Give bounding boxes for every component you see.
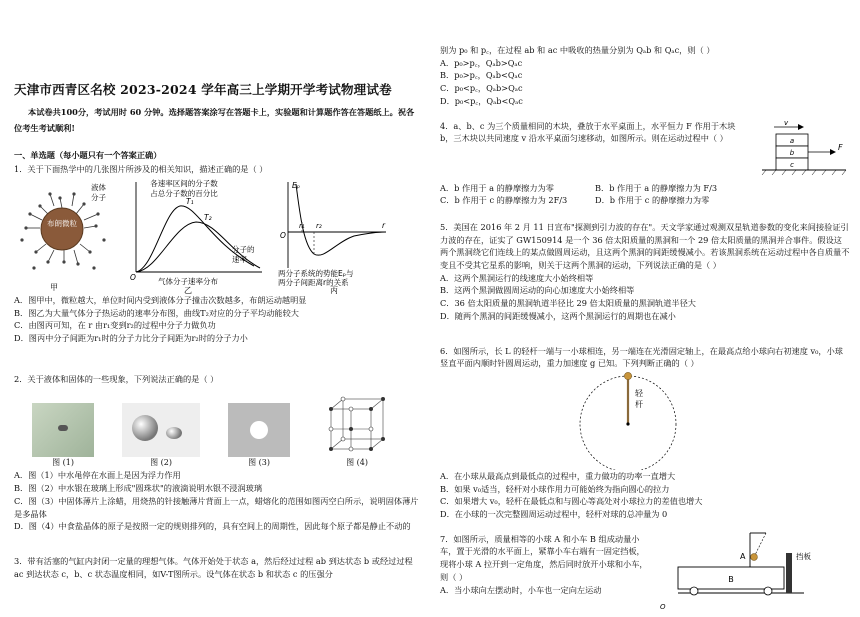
wax-melting-figure: [228, 403, 290, 457]
origin-label-c: O: [280, 230, 286, 240]
figure-caption-3: 图 (3): [248, 458, 270, 468]
liquid-label: 液体: [91, 182, 106, 192]
stacked-blocks-figure: [758, 120, 850, 182]
option-a: A．b 作用于 a 的静摩擦力为零: [440, 182, 554, 193]
question-5-stem: 5．美国在 2016 年 2 月 11 日宣布"探测到引力波的存在"。天文学家通过观测双星轨道参数的变化来间接验证引力波的存在，证实了 GW150914 是一个 36 倍太阳质量的黑洞和一个 29 倍太阳质量的黑洞并合事件。假设这两个黑洞绕它们连线上的某点做圆周运动，且这两个黑洞的间距缓慢减小。若该黑洞系统在运动过程中各自质量不变且不受其它星系的影响，则关于这两个黑洞的运动，下列说法正确的是（ ）: [440, 221, 850, 271]
brownian-particle-label: 布朗微粒: [47, 218, 77, 228]
question-3-continuation: 别为 p₀ 和 p꜀，在过程 ab 和 ac 中吸收的热量分别为 Qₐb 和 Qₐc，则（ ）: [440, 45, 715, 55]
left-column: [14, 0, 420, 580]
option-c: C．由图丙可知，在 r 由r₁变到r₂的过程中分子力做负功: [14, 320, 216, 331]
water-strider-photo: [32, 403, 94, 457]
question-7-stem: 7．如图所示，质量相等的小球 A 和小车 B 组成动量小车，置于光滑的水平面上，紧靠小车右端有一固定挡板，现将小球 A 拉开到一定角度，然后同时放开小球和小车，则（ ）: [440, 533, 648, 582]
chart-caption-line2: 两分子间距离r的关系: [278, 277, 349, 287]
figure-caption-bing: 丙: [330, 285, 338, 294]
velocity-label: v: [784, 119, 789, 127]
option-c: C．图（3）中固体薄片上涂蜡，用烧热的针接触薄片背面上一点，蜡熔化的范围如图丙空白所示，说明固体薄片是多晶体: [14, 495, 419, 519]
chart-caption: 气体分子速率分布: [158, 276, 218, 286]
question-1-stem: 1．关于下面热学中的几张图片所涉及的相关知识，描述正确的是（ ）: [14, 164, 268, 175]
option-c: C．b 作用于 c 的静摩擦力为 2F/3: [440, 195, 568, 206]
option-a: A．p₀>p꜀，Qₐb>Qₐc: [440, 57, 523, 68]
chart-title-line2: 占总分子数的百分比: [150, 188, 218, 198]
figure-caption-2: 图 (2): [150, 458, 172, 468]
question-2-stem: 2．关于液体和固体的一些现象，下列说法正确的是（ ）: [14, 373, 219, 384]
option-b: B．b 作用于 a 的静摩擦力为 F/3: [595, 182, 718, 193]
option-a: A．在小球从最高点到最低点的过程中，重力做功的功率一直增大: [440, 470, 676, 481]
question-4-stem: 4．a、b、c 为三个质量相同的木块，叠放于水平桌面上，水平恒力 F 作用于木块 b，三木块以共同速度 v 沿水平桌面匀速移动，如图所示。则在运动过程中（ ）: [440, 120, 736, 144]
question-4-options: [440, 182, 750, 207]
option-c: C．p₀<p꜀，Qₐb>Qₐc: [440, 83, 523, 94]
section-heading: 一、单选题（每小题只有一个答案正确）: [14, 149, 162, 160]
block-c-label: c: [790, 160, 794, 169]
wall-label: 挡板: [796, 551, 811, 561]
option-b: B．这两个黑洞做圆周运动的向心加速度大小始终相等: [440, 285, 635, 296]
figure-caption-jia: 甲: [50, 282, 58, 292]
label-t1: T₁: [186, 196, 194, 206]
speed-distribution-chart: [114, 176, 274, 294]
page-title: 天津市西青区名校 2023-2024 学年高三上学期开学考试物理试卷: [14, 82, 392, 97]
r-axis-label: r: [382, 220, 386, 230]
option-d: D．图（4）中食盐晶体的原子是按照一定的规则排列的，具有空间上的周期性，因此每个原子都是静止不动的: [14, 521, 411, 532]
ball-a: [751, 553, 758, 560]
ball-label: A: [740, 551, 746, 561]
origin-mark: O: [660, 602, 666, 611]
salt-crystal-lattice: [325, 395, 389, 453]
potential-energy-chart: [274, 176, 394, 294]
option-d: D．随两个黑洞的间距缓慢减小，这两个黑洞运行的周期也在减小: [440, 310, 676, 321]
option-c: C．36 倍太阳质量的黑洞轨道半径比 29 倍太阳质量的黑洞轨道半径大: [440, 298, 696, 309]
question-3-options: [440, 57, 850, 108]
chart-caption-line1: 两分子系统的势能Eₚ与: [278, 268, 354, 278]
block-b-label: b: [789, 148, 795, 157]
origin-label: O: [130, 272, 136, 282]
question-3-stem: 3．带有活塞的气缸内封闭一定量的理想气体。气体开始处于状态 a，然后经过过程 ab 到达状态 b 或经过过程 ac 到达状态 c，b、c 状态温度相同，如V-T图所示。设气体在状态 b 和状态 c 的压强分: [14, 555, 413, 579]
pivot: [626, 422, 629, 425]
force-label: F: [838, 142, 843, 152]
cart-label: B: [728, 574, 734, 584]
question-1-figures: [14, 176, 420, 294]
r1-label: r₁: [299, 221, 305, 230]
question-1-options: [14, 294, 420, 345]
figure-caption-1: 图 (1): [52, 458, 74, 468]
question-4: [440, 120, 850, 182]
cart-pendulum-figure: [654, 529, 834, 613]
option-d: D．图丙中分子间距为r₁时的分子力比分子间距为r₂时的分子力小: [14, 333, 248, 344]
question-7: [440, 533, 850, 617]
option-b: B．图乙为大量气体分子热运动的速率分布图，曲线T₂对应的分子平均动能较大: [14, 307, 299, 318]
figure-caption-4: 图 (4): [346, 458, 368, 468]
question-6-stem: 6．如图所示，长 L 的轻杆一端与一小球相连，另一端连在光滑固定轴上，在最高点给小球向右初速度 v₀，小球竖直平面内顺时针圆周运动，重力加速度 g 已知。下列判断正确的（ ）: [440, 345, 843, 369]
option-a: A．图（1）中水黾停在水面上是因为浮力作用: [14, 470, 181, 481]
mercury-droplet-photo: [122, 403, 200, 457]
option-d: D．p₀<p꜀，Qₐb<Qₐc: [440, 95, 523, 106]
potential-curve: [296, 184, 386, 255]
molecule-label: 分子: [91, 192, 106, 202]
fixed-wall: [786, 553, 792, 593]
rod-label-1: 轻: [635, 388, 643, 398]
question-5-options: [440, 272, 850, 323]
rod-label-2: 杆: [635, 399, 643, 409]
option-a: A．这两个黑洞运行的线速度大小始终相等: [440, 272, 594, 283]
ball: [624, 372, 631, 379]
option-b: B．p₀>p꜀，Qₐb<Qₐc: [440, 70, 523, 81]
option-a: A．当小球向左摆动时，小车也一定向左运动: [440, 584, 602, 595]
question-2-figures: [14, 389, 420, 469]
option-d: D．在小球的一次完整圆周运动过程中，轻杆对球的总冲量为 0: [440, 509, 668, 520]
option-b: B．如果 v₀适当，轻杆对小球作用力可能始终为指向圆心的拉力: [440, 483, 670, 494]
option-c: C．如果增大 v₀，轻杆在最低点和与圆心等高处对小球拉力的差值也增大: [440, 496, 703, 507]
label-t2: T₂: [204, 212, 212, 222]
option-a: A．图甲中，微粒越大，单位时间内受到液体分子撞击次数越多，布朗运动越明显: [14, 294, 307, 305]
option-d: D．b 作用于 c 的静摩擦力为零: [595, 195, 710, 206]
question-2-options: [14, 469, 420, 533]
option-b: B．图（2）中水银在玻璃上形成"圆珠状"的液滴说明水银不浸润玻璃: [14, 483, 263, 494]
brownian-motion-figure: [14, 176, 114, 294]
rod-circle-figure: [440, 370, 850, 470]
x-axis-label-line1: 分子的: [232, 244, 255, 254]
x-axis-label-line2: 速率: [232, 254, 247, 264]
chart-title-line1: 各速率区间的分子数: [150, 178, 218, 188]
question-6-options: [440, 470, 850, 521]
r2-label: r₂: [316, 221, 322, 230]
right-column: [440, 0, 850, 617]
ep-axis-label: Eₚ: [292, 180, 300, 190]
block-a-label: a: [789, 136, 795, 145]
figure-caption-yi: 乙: [184, 285, 192, 294]
exam-instructions: 本试卷共100分，考试用时 60 分钟。选择题答案涂写在答题卡上，实验题和计算题作答在答题纸上。祝各位考生考试顺利!: [14, 107, 415, 133]
